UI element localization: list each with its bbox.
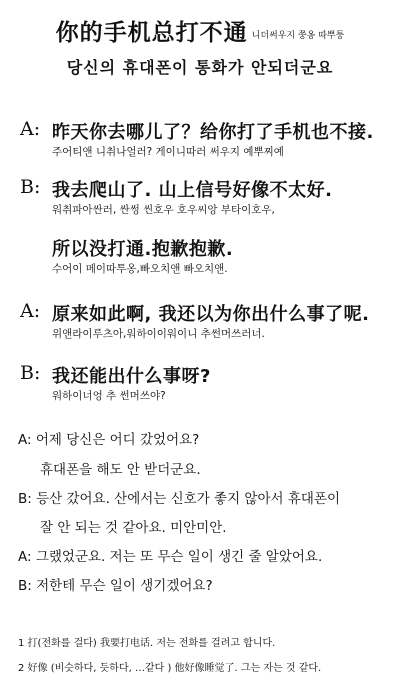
translation-line: B: 저한테 무슨 일이 생기겠어요? [18,578,213,594]
title-row [0,14,400,47]
pronunciation-line: 워취파아싼러, 싼썽 씬호우 호우씨앙 부타이호우, [52,204,275,216]
chinese-sentence: 原来如此啊, 我还以为你出什么事了呢. [52,304,370,325]
pronunciation-line: 워하이너엉 추 썬머쓰야? [52,390,166,402]
speaker-label: A: [20,118,41,140]
lesson-header [0,14,400,78]
translation-line: A: 그랬었군요. 저는 또 무슨 일이 생긴 줄 알았어요. [18,549,323,565]
speaker-label: B: [20,362,41,384]
translation-line: 휴대폰을 해도 안 받더군요. [40,462,201,478]
translation-line: A: 어제 당신은 어디 갔었어요? [18,432,200,448]
vocabulary-note: 2 好像 (비슷하다, 듯하다, …같다 ) 他好像睡觉了. 그는 자는 것 같다. [18,663,322,674]
speaker-label: A: [20,300,41,322]
pronunciation-line: 주어티앤 니취나얼러? 게이니따러 써우지 예뿌찌예 [52,146,284,158]
vocabulary-note: 1 打(전화를 걸다) 我要打电话. 저는 전화를 걸려고 합니다. [18,638,276,649]
chinese-sentence: 昨天你去哪儿了？给你打了手机也不接. [52,122,374,143]
speaker-label: B: [20,176,41,198]
lesson-title-pronunciation: 니더써우지 쭝옹 따뿌퉁 [251,31,345,41]
chinese-sentence: 我还能出什么事呀? [52,366,211,387]
lesson-title-chinese: 你的手机总打不通 [55,20,248,46]
translation-line: 잘 안 되는 것 같아요. 미안미안. [40,520,227,536]
pronunciation-line: 수어이 메이따투옹,빠오치앤 빠오치앤. [52,263,228,275]
lesson-subtitle-korean: 당신의 휴대폰이 통화가 안되더군요 [66,58,334,77]
chinese-sentence: 我去爬山了. 山上信号好像不太好. [52,180,333,201]
translation-line: B: 등산 갔어요. 산에서는 신호가 좋지 않아서 휴대폰이 [18,491,341,507]
chinese-sentence: 所以没打通.抱歉抱歉. [52,239,234,260]
pronunciation-line: 위앤라이루츠아,워하이이워이니 추썬머쓰러너. [52,328,265,340]
